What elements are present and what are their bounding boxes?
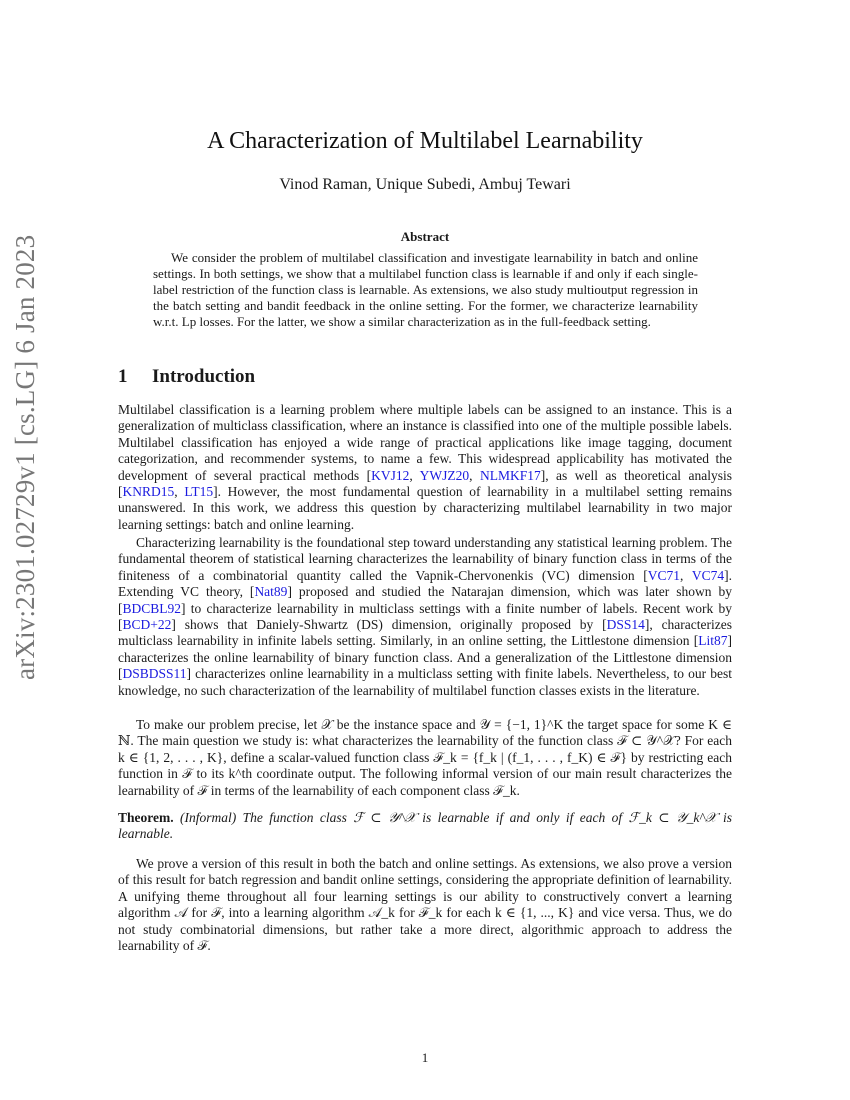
page-number: 1 [421, 1050, 429, 1065]
abstract-heading: Abstract [400, 229, 450, 244]
paragraph-text: ] characterizes the online learnability of binary function class. And a generalization of the Littlestone dimension [ [118, 633, 732, 682]
intro-paragraph-4: We prove a version of this result in both the batch and online settings. As extensions, we also prove a version of this result for batch regression and bandit online settings, considering the appropriate definition of learnability. A unifying theme throughout all four learning settings is our ability to constructively convert a learning algorithm 𝒜 for ℱ, into a learning algorithm 𝒜_k for ℱ_k for each k ∈ {1, ..., K} and vice versa. Thus, we do not study combinatorial dimensions, but rather take a more direct, algorithmic approach to address the learnability of ℱ. [118, 856, 732, 954]
paragraph-text: ], as well as theoretical analysis [ [118, 467, 732, 500]
citation-link[interactable]: LT15 [184, 484, 214, 500]
intro-paragraph-3: To make our problem precise, let 𝒳 be the instance space and 𝒴 = {−1, 1}^K the target space for some K ∈ ℕ. The main question we study is: what characterizes the learnability of the function class ℱ ⊂ 𝒴^𝒳? For each k ∈ {1, 2, . . . , K}, define a scalar-valued function class ℱ_k = {f_k | (f_1, . . . , f_K) ∈ ℱ} by restricting each function in ℱ to its k^th coordinate output. The following informal version of our main result characterizes the learnability of ℱ in terms of the learnability of each component class ℱ_k. [118, 717, 732, 798]
paragraph-text: ] characterizes online learnability in a multiclass setting with finite labels. Nevertheless, to our best knowledge, no such characterization of the learnability of multilabel function classes exists in the literature. [118, 666, 732, 698]
citation-link[interactable]: DSBDSS11 [122, 666, 187, 682]
citation-link[interactable]: KVJ12 [371, 467, 410, 483]
paragraph-text: ]. However, the most fundamental question of learnability in a multilabel setting remains unanswered. In this work, we address this question by characterizing multilabel learnability in two major learning settings: batch and online learning. [118, 484, 733, 532]
citation-link[interactable]: VC74 [691, 567, 725, 583]
paragraph-text: ]. Extending VC theory, [ [118, 567, 732, 600]
paragraph-text: ] to characterize learnability in multiclass settings with a finite number of labels. Recent work by [ [118, 600, 732, 633]
citation-link[interactable]: VC71 [647, 567, 681, 583]
citation-link[interactable]: NLMKF17 [479, 467, 541, 483]
citation-link[interactable]: BCD+22 [122, 617, 172, 633]
section-number: 1 [118, 366, 128, 387]
section-title: Introduction [152, 366, 256, 387]
intro-paragraph-2 [118, 535, 732, 699]
citation-separator: , [174, 484, 185, 500]
citation-link[interactable]: YWJZ20 [419, 467, 470, 483]
abstract-text: We consider the problem of multilabel classification and investigate learnability in batch and online settings. In both settings, we show that a multilabel function class is learnable if and only if each single-label restriction of the function class is learnable. As extensions, we also study multioutput regression in the batch setting and bandit feedback in the online setting. For the former, we characterize learnability w.r.t. Lp losses. For the latter, we show a similar characterization as in the full-feedback setting. [153, 250, 698, 329]
citation-link[interactable]: DSS14 [606, 617, 645, 633]
paragraph-text: ] proposed and studied the Natarajan dimension, which was later shown by [ [118, 584, 733, 616]
paper-authors: Vinod Raman, Unique Subedi, Ambuj Tewari [279, 176, 571, 193]
citation-link[interactable]: BDCBL92 [122, 600, 182, 616]
theorem-label: Theorem. [118, 810, 174, 825]
arxiv-identifier-sidebar: arXiv:2301.02729v1 [cs.LG] 6 Jan 2023 [10, 234, 40, 680]
theorem-statement: (Informal) The function class ℱ ⊂ 𝒴^𝒳 is learnable if and only if each of ℱ_k ⊂ 𝒴_k^𝒳 is learnable. [118, 810, 733, 842]
citation-separator: , [680, 567, 692, 583]
citation-link[interactable]: Nat89 [254, 584, 288, 600]
paragraph-text: Characterizing learnability is the foundational step toward understanding any statistical learning problem. The fundamental theorem of statistical learning characterizes the learnability of binary function class in terms of the finiteness of a combinatorial quantity called the Vapnik-Chervonenkis (VC) dimension [ [118, 535, 732, 583]
paragraph-text: ], characterizes multiclass learnability in infinite labels setting. Similarly, in an online setting, the Littlestone dimension [ [118, 617, 733, 649]
paragraph-text: Multilabel classification is a learning problem where multiple labels can be assigned to an instance. This is a generalization of multiclass classification, where an instance is classified into one of the multiple possible labels. Multilabel classification has enjoyed a wide range of practical applications like image tagging, document categorization, and recommender systems, to name a few. This widespread applicability has motivated the development of several practical methods [ [118, 402, 732, 483]
citation-separator: , [409, 467, 420, 483]
section-heading [118, 364, 255, 390]
paragraph-text: ] shows that Daniely-Shwartz (DS) dimension, originally proposed by [ [171, 617, 607, 633]
citation-separator: , [469, 467, 480, 483]
informal-theorem [118, 810, 732, 843]
paper-title: A Characterization of Multilabel Learnability [207, 128, 643, 154]
intro-paragraph-1 [118, 402, 732, 533]
citation-link[interactable]: KNRD15 [122, 484, 175, 500]
citation-link[interactable]: Lit87 [698, 633, 728, 649]
